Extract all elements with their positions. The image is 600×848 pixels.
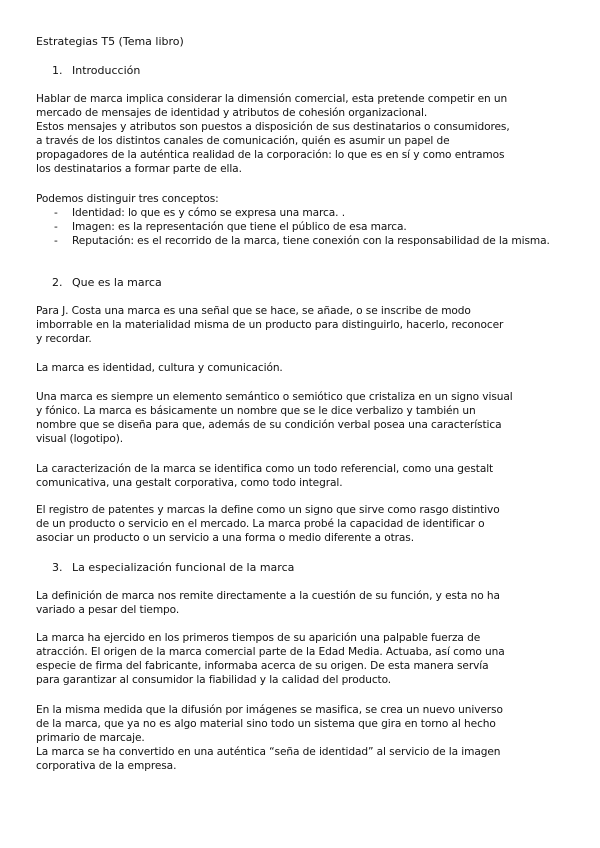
text-line: de un producto o servicio en el mercado. La marca probé la capacidad de identificar o bbox=[36, 518, 485, 530]
section-2-paragraph-1 bbox=[36, 304, 571, 346]
section-3-title: La especialización funcional de la marca bbox=[72, 561, 295, 574]
section-1-paragraph-1 bbox=[36, 92, 571, 176]
section-3-paragraph-2 bbox=[36, 631, 571, 687]
text-line: los destinatarios a formar parte de ella. bbox=[36, 163, 242, 175]
text-line: visual (logotipo). bbox=[36, 433, 124, 445]
text-line: primario de marcaje. bbox=[36, 732, 145, 744]
text-line: La definición de marca nos remite directamente a la cuestión de su función, y esta no ha bbox=[36, 590, 500, 602]
text-line: La marca es identidad, cultura y comunicación. bbox=[36, 362, 283, 374]
list-item: - Identidad: lo que es y cómo se expresa una marca. . bbox=[72, 206, 571, 220]
concepts-list bbox=[36, 206, 571, 248]
section-1-title: Introducción bbox=[72, 64, 141, 77]
section-1-paragraph-2 bbox=[36, 192, 571, 248]
list-item: - Imagen: es la representación que tiene el público de esa marca. bbox=[72, 220, 571, 234]
text-line: asociar un producto o un servicio a una forma o medio diferente a otras. bbox=[36, 532, 414, 544]
text-line: de la marca, que ya no es algo material sino todo un sistema que gira en torno al hecho bbox=[36, 718, 496, 730]
text-line: nombre que se diseña para que, además de su condición verbal posea una característica bbox=[36, 419, 502, 431]
text-line: Hablar de marca implica considerar la dimensión comercial, esta pretende competir en un bbox=[36, 93, 508, 105]
section-3-paragraph-1 bbox=[36, 589, 571, 617]
text-line: mercado de mensajes de identidad y atributos de cohesión organizacional. bbox=[36, 107, 428, 119]
text-line: Una marca es siempre un elemento semántico o semiótico que cristaliza en un signo visual bbox=[36, 391, 513, 403]
text-line: La marca ha ejercido en los primeros tiempos de su aparición una palpable fuerza de bbox=[36, 632, 481, 644]
section-1-number: 1. bbox=[52, 64, 63, 77]
text-line: para garantizar al consumidor la fiabilidad y la calidad del producto. bbox=[36, 674, 392, 686]
text-line: y fónico. La marca es básicamente un nombre que se le dice verbalizo y también un bbox=[36, 405, 476, 417]
document-title: Estrategias T5 (Tema libro) bbox=[36, 35, 184, 48]
text-line: Para J. Costa una marca es una señal que se hace, se añade, o se inscribe de modo bbox=[36, 305, 471, 317]
text-line: Podemos distinguir tres conceptos: bbox=[36, 193, 219, 205]
text-line: Estos mensajes y atributos son puestos a disposición de sus destinatarios o consumidores, bbox=[36, 121, 510, 133]
text-line: En la misma medida que la difusión por imágenes se masifica, se crea un nuevo universo bbox=[36, 704, 503, 716]
text-line: imborrable en la materialidad misma de un producto para distinguirlo, hacerlo, reconocer bbox=[36, 319, 504, 331]
text-line: corporativa de la empresa. bbox=[36, 760, 177, 772]
section-3-heading bbox=[52, 561, 294, 575]
section-2-heading bbox=[52, 276, 162, 290]
text-line: El registro de patentes y marcas la define como un signo que sirve como rasgo distintivo bbox=[36, 504, 500, 516]
text-line: variado a pesar del tiempo. bbox=[36, 604, 180, 616]
section-2-number: 2. bbox=[52, 276, 63, 289]
section-2-paragraph-4 bbox=[36, 462, 571, 490]
section-3-paragraph-3 bbox=[36, 703, 571, 773]
text-line: propagadores de la auténtica realidad de la corporación: lo que es en sí y como entramos bbox=[36, 149, 505, 161]
list-item: - Reputación: es el recorrido de la marca, tiene conexión con la responsabilidad de la misma. bbox=[72, 234, 571, 248]
text-line: especie de firma del fabricante, informaba acerca de su origen. De esta manera servía bbox=[36, 660, 489, 672]
section-3-number: 3. bbox=[52, 561, 63, 574]
text-line: atracción. El origen de la marca comercial parte de la Edad Media. Actuaba, así como una bbox=[36, 646, 505, 658]
text-line: La marca se ha convertido en una auténtica “seña de identidad” al servicio de la imagen bbox=[36, 746, 501, 758]
text-line: a través de los distintos canales de comunicación, quién es asumir un papel de bbox=[36, 135, 450, 147]
text-line: comunicativa, una gestalt corporativa, como todo integral. bbox=[36, 477, 343, 489]
text-line: y recordar. bbox=[36, 333, 92, 345]
section-2-title: Que es la marca bbox=[72, 276, 162, 289]
section-1-heading bbox=[52, 64, 140, 78]
section-2-paragraph-5 bbox=[36, 503, 571, 545]
text-line: La caracterización de la marca se identifica como un todo referencial, como una gestalt bbox=[36, 463, 494, 475]
section-2-paragraph-3 bbox=[36, 390, 571, 446]
section-2-paragraph-2 bbox=[36, 361, 571, 375]
